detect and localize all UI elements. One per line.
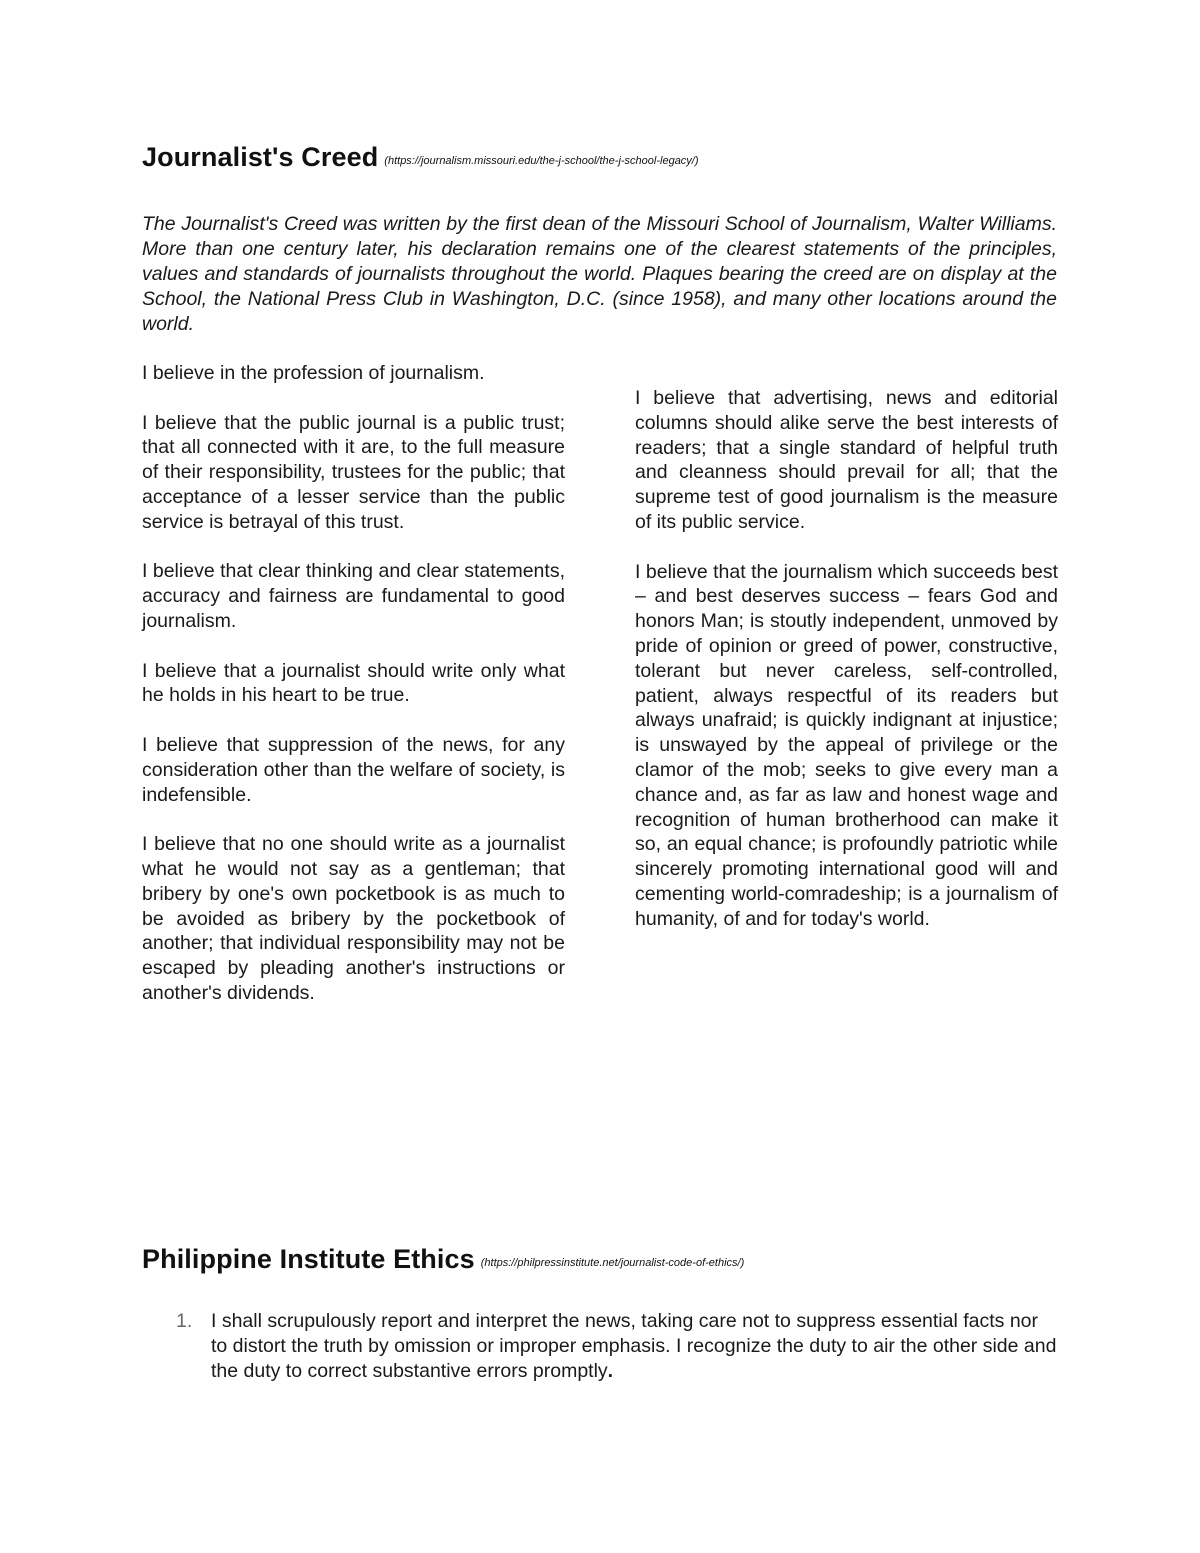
creed-paragraph: I believe in the profession of journalism. [142, 362, 485, 384]
ethics-item-period: . [607, 1360, 614, 1382]
creed-paragraph: I believe that no one should write as a journalist what he would not say as a gentleman; that bribery by one's own pocketbook is as much to be avoided as bribery by the pocketbook of another; that individual responsibility may not be escaped by pleading another's instructions or another's dividends. [142, 833, 565, 1004]
ethics-item-text: I shall scrupulously report and interpret the news, taking care not to suppress essential facts nor to distort the truth by omission or improper emphasis. I recognize the duty to air the other side and the duty to correct substantive errors promptly [211, 1310, 1057, 1382]
ethics-heading [142, 1244, 744, 1275]
creed-paragraph: I believe that suppression of the news, for any consideration other than the welfare of society, is indefensible. [142, 733, 565, 806]
creed-right-column [635, 386, 1058, 956]
creed-paragraph: I believe that the journalism which succeeds best – and best deserves success – fears God and honors Man; is stoutly independent, unmoved by pride of opinion or greed of power, constructive, tolerant but never careless, self-controlled, patient, always respectful of its readers but always unafraid; is quickly indignant at injustice; is unswayed by the appeal of privilege or the clamor of the mob; seeks to give every man a chance and, as far as law and honest wage and recognition of human brotherhood can make it so, an equal chance; is profoundly patriotic while sincerely promoting international good will and cementing world-comradeship; is a journalism of humanity, of and for today's world. [635, 560, 1058, 930]
creed-paragraph: I believe that clear thinking and clear statements, accuracy and fairness are fundamental to good journalism. [142, 560, 565, 632]
creed-paragraph: I believe that a journalist should write only what he holds in his heart to be true. [142, 659, 565, 707]
creed-source-link[interactable]: (https://journalism.missouri.edu/the-j-school/the-j-school-legacy/) [384, 155, 699, 167]
creed-left-column [142, 361, 565, 1031]
ethics-source-link[interactable]: (https://philpressinstitute.net/journalist-code-of-ethics/) [480, 1257, 745, 1269]
creed-heading [142, 142, 699, 173]
list-number: 1. [176, 1310, 193, 1332]
ethics-title: Philippine Institute Ethics [142, 1244, 475, 1274]
creed-paragraph: I believe that the public journal is a public trust; that all connected with it are, to the full measure of their responsibility, trustees for the public; that acceptance of a lesser service than the public service is betrayal of this trust. [142, 411, 565, 533]
ethics-list-item [142, 1309, 1057, 1384]
creed-intro: The Journalist's Creed was written by the first dean of the Missouri School of Journalism, Walter Williams. More than one century later, his declaration remains one of the clearest statements of the principles, values and standards of journalists throughout the world. Plaques bearing the creed are on display at the School, the National Press Club in Washington, D.C. (since 1958), and many other locations around the world. [142, 213, 1057, 335]
creed-paragraph: I believe that advertising, news and editorial columns should alike serve the best interests of readers; that a single standard of helpful truth and cleanness should prevail for all; that the supreme test of good journalism is the measure of its public service. [635, 387, 1058, 533]
ethics-list [142, 1309, 1057, 1384]
creed-title: Journalist's Creed [142, 142, 379, 172]
